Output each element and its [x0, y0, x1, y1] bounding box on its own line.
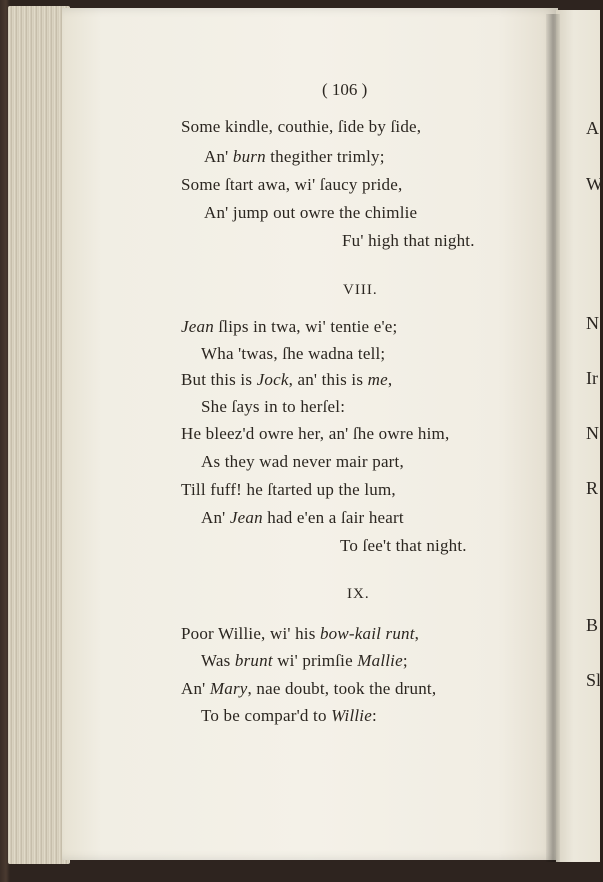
poem-line: An' Mary, nae doubt, took the drunt, — [181, 679, 437, 698]
facing-page-letter: N — [586, 423, 599, 443]
facing-page-letter: A — [586, 118, 599, 138]
poem-line: Jean ſlips in twa, wi' tentie e'e; — [181, 317, 398, 336]
poem-line: As they wad never mair part, — [201, 452, 404, 471]
poem-line: Some kindle, couthie, ſide by ſide, — [181, 117, 422, 136]
poem-line: Fu' high that night. — [342, 231, 475, 250]
book-gutter — [546, 14, 560, 862]
poem-line: Some ſtart awa, wi' ſaucy pride, — [181, 175, 403, 194]
poem-line: Till fuff! he ſtarted up the lum, — [181, 480, 396, 499]
stanza-numeral: VIII. — [343, 282, 378, 298]
facing-page-letter: B — [586, 615, 599, 635]
poem-line: But this is Jock, an' this is me, — [181, 370, 393, 389]
page-edges — [8, 6, 70, 864]
facing-page-letter: N — [586, 313, 599, 333]
facing-page-letter: W — [586, 174, 603, 194]
poem-line: To be compar'd to Willie: — [201, 706, 377, 725]
poem-line: To ſee't that night. — [340, 536, 467, 555]
poem-line: An' Jean had e'en a ſair heart — [201, 508, 404, 527]
poem-line: He bleez'd owre her, an' ſhe owre him, — [181, 424, 450, 443]
facing-page-letter: Sl — [586, 670, 602, 690]
poem-line: Poor Willie, wi' his bow-kail runt, — [181, 624, 420, 643]
poem-line: Wha 'twas, ſhe wadna tell; — [201, 344, 386, 363]
page-number: ( 106 ) — [322, 80, 368, 99]
poem-line: An' jump out owre the chimlie — [204, 203, 418, 222]
facing-page-letter: Ir — [586, 368, 598, 388]
poem-line: She ſays in to herſel: — [201, 397, 346, 416]
poem-line: Was brunt wi' primſie Mallie; — [201, 651, 408, 670]
poem-line: An' burn thegither trimly; — [204, 147, 385, 166]
facing-page-letter: R — [586, 478, 599, 498]
stanza-numeral: IX. — [347, 586, 370, 602]
